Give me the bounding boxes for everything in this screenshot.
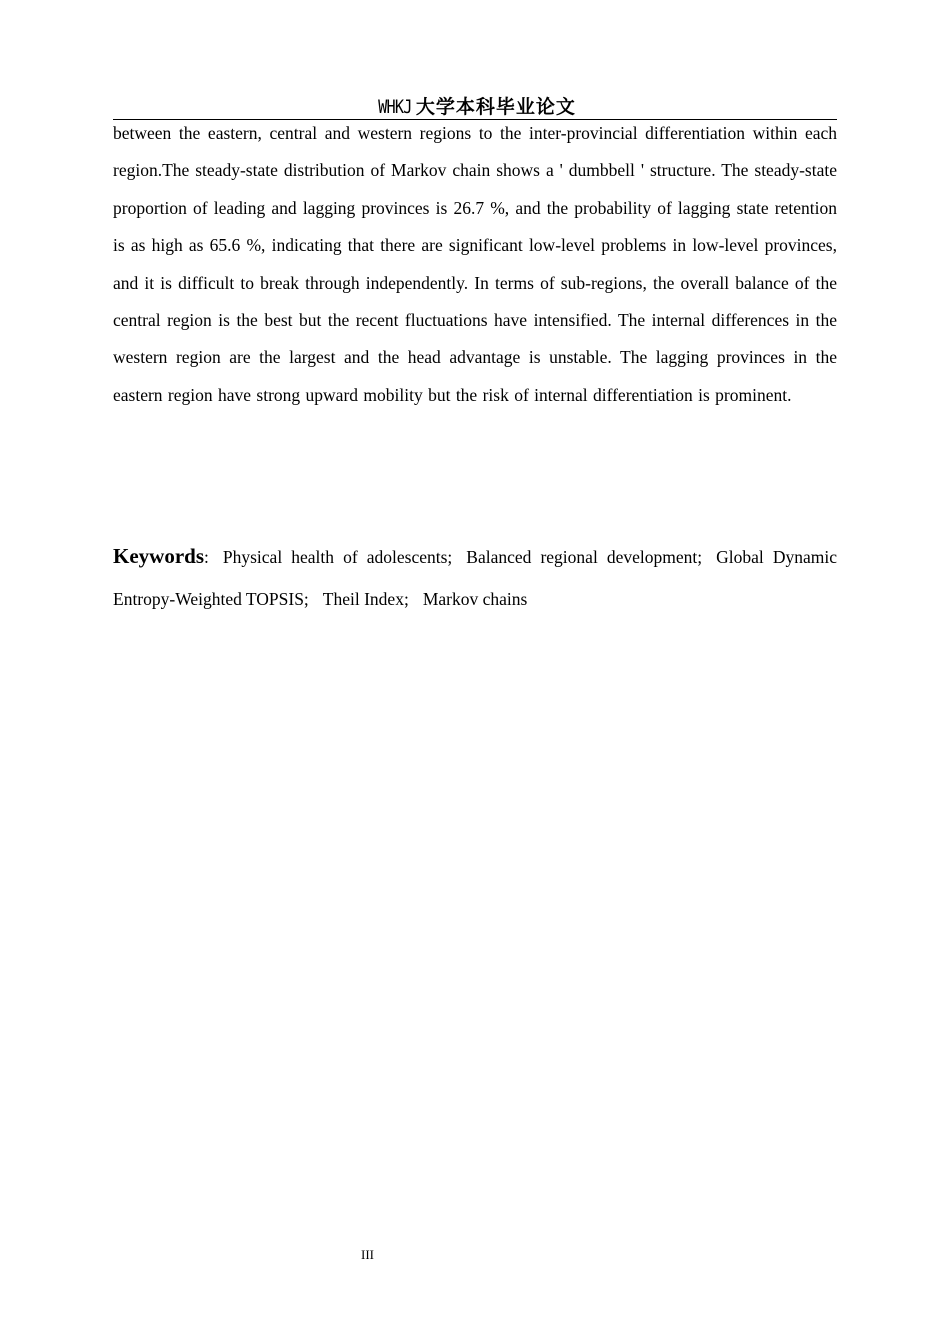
keyword-item: Physical health of adolescents;: [222, 547, 453, 567]
page-number: III: [361, 1247, 374, 1262]
abstract-paragraph: between the eastern, central and western regions to the inter-provincial differentiation within each region.The steady-state distribution of Markov chain shows a ' dumbbell ' structure. The steady-state proportion of leading and lagging provinces is 26.7 %, and the probability of lagging state retention is as high as 65.6 %, indicating that there are significant low-level problems in low-level provinces, and it is difficult to break through independently. In terms of sub-regions, the overall balance of the central region is the best but the recent fluctuations have intensified. The internal differences in the western region are the largest and the head advantage is unstable. The lagging provinces in the eastern region have strong upward mobility but the risk of internal differentiation is prominent.: [113, 123, 837, 405]
keyword-item: Theil Index;: [322, 589, 409, 609]
header-title-cjk: 大学本科毕业论文: [415, 96, 576, 118]
keywords-label: Keywords: [113, 544, 204, 568]
keywords-colon: :: [204, 547, 209, 567]
keyword-item: Global Dynamic Entropy-Weighted TOPSIS;: [113, 547, 837, 609]
keywords-section: [113, 535, 837, 620]
keyword-item: Balanced regional development;: [466, 547, 703, 567]
header-title-latin: WHKJ: [378, 96, 412, 118]
keyword-item: Markov chains: [422, 589, 528, 609]
